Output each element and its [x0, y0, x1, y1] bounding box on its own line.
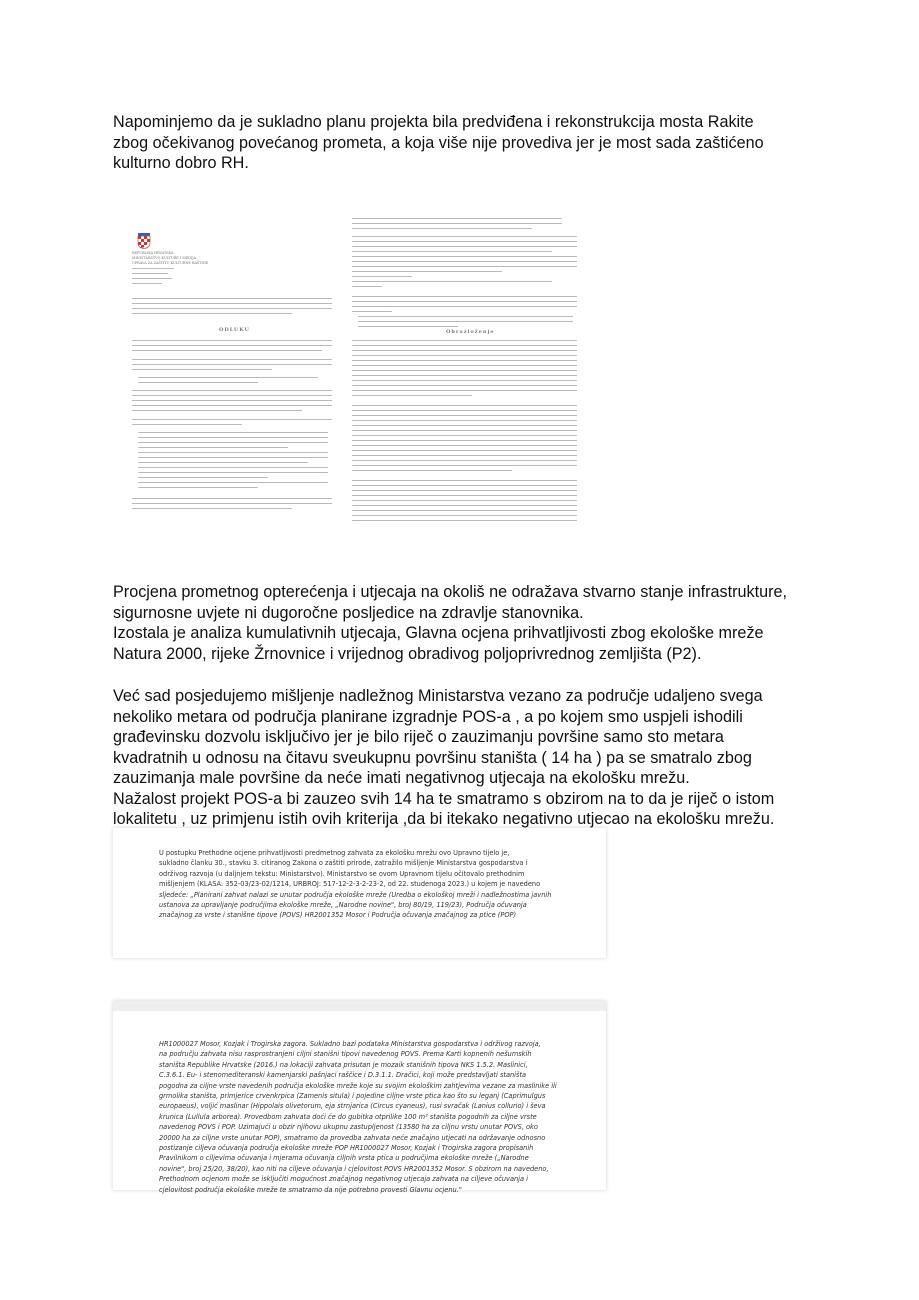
paragraph-impact-assessment	[113, 582, 806, 664]
text-line: Izostala je analiza kumulativnih utjecaja, Glavna ocjena prihvatljivosti zbog ekološke mreže	[113, 624, 764, 642]
excerpt-line: na području zahvata nisu rasprostranjeni ciljni stanišni tipovi navedenog POVS. Prema Karti kopnenih nešumskih	[159, 1050, 532, 1059]
scan-header-line: MINISTARSTVO KULTURE I MEDIJA	[132, 256, 197, 260]
text-line: Procjena prometnog opterećenja i utjecaja na okoliš ne odražava stvarno stanje infrastrukture,	[113, 583, 787, 601]
excerpt-line: sukladno članku 30., stavku 3. citiranog Zakona o zaštiti prirode, zatražilo mišljenje Ministarstva gospodarstva i	[159, 859, 528, 868]
text-line: kvadratnih u odnosu na čitavu sveukupnu površinu staništa ( 14 ha ) pa se smatralo zbog	[113, 748, 752, 767]
excerpt-line: europaeus), voljić maslinar (Hippolais olivetorum, eja strnjarica (Circus cyaneus), rusi svračak (Lanius collurio) i ševa	[159, 1102, 546, 1111]
excerpt-line: značajnog za vrste i stanišne tipove (POVS) HR2001352 Mosor i Područja očuvanja značajnog za ptice (POP)	[159, 911, 517, 920]
text-line: Već sad posjedujemo mišljenje nadležnog Ministarstva vezano za područje udaljeno svega	[113, 687, 763, 705]
scan-header-line: REPUBLIKA HRVATSKA	[132, 251, 174, 255]
paragraph-bridge-rakite	[113, 112, 806, 174]
excerpt-line: održivog razvoja (u daljnjem tekstu: Ministarstvo). Ministarstvo se ovom Upravnom tijelu očitovalo prethodnim	[159, 869, 525, 878]
excerpt-text	[159, 1039, 559, 1195]
scan-title: ODLUKU	[219, 327, 250, 333]
croatian-coat-of-arms-icon	[137, 232, 151, 249]
text-line: kulturno dobro RH.	[113, 154, 249, 172]
text-line: građevinsku dozvolu isključivo jer je bilo riječ o zauzimanju površine samo sto metara	[113, 728, 724, 746]
excerpt-line: U postupku Prethodne ocjene prihvatljivosti predmetnog zahvata za ekološku mrežu ovo Upravno tijelo je,	[159, 849, 510, 857]
excerpt-line: 20000 ha za ciljne vrste unutar POP), smatramo da provedba zahvata neće značajno utjecati na održavanje odnosno	[159, 1133, 546, 1142]
text-line: Napominjemo da je sukladno planu projekta bila predviđena i rekonstrukcija mosta Rakite	[113, 113, 754, 131]
text-line: zbog očekivanog povećanog prometa, a koja više nije provediva jer je most sada zaštićeno	[113, 133, 764, 152]
excerpt-line: pogodna za ciljne vrste navedenih područja ekološke mreže koje su svojim ekološkim zahtjevima vezane za maslinike ili	[159, 1081, 557, 1090]
excerpt-line: cjelovitost područja ekološke mreže te smatramo da nije potrebno provesti Glavnu ocjenu."	[159, 1185, 462, 1194]
excerpt-text	[159, 848, 559, 921]
excerpt-line: sljedeće: „Planirani zahvat nalazi se unutar područja ekološke mreže (Uredba o ekološkoj mreži i nadležnostima javnih	[159, 890, 552, 899]
excerpt-line: HR1000027 Mosor, Kozjak i Trogirska zagora. Sukladno bazi podataka Ministarstva gospodarstva i održivog razvoja,	[159, 1040, 541, 1048]
excerpt-line: C.3.6.1. Eu- i stenomediteranski kamenjarski pašnjaci raščice i D.3.1.1. Dračici, koji može predstavljati staništa	[159, 1071, 527, 1080]
excerpt-line: navedenog POVS i POP. Uzimajući u obzir njihovu ukupnu zastupljenost (13580 ha za ciljnu vrstu unutar POVS, oko	[159, 1123, 538, 1132]
text-line: zauzimanja male površine da neće imati negativnog utjecaja na ekološku mrežu.	[113, 769, 690, 787]
excerpt-line: ustanova za upravljanje područjima ekološke mreže, „Narodne novine", broj 80/19, 119/23), Područja očuvanja	[159, 901, 527, 910]
text-line: Natura 2000, rijeke Žrnovnice i vrijednog obradivog poljoprivrednog zemljišta (P2).	[113, 644, 702, 663]
excerpt-line: Pravilnikom o ciljevima očuvanja i mjerama očuvanja ciljnih vrsta ptica u područjima ekološke mreže („Narodne	[159, 1154, 529, 1163]
excerpt-line: postizanje ciljeva očuvanja područja ekološke mreže POP HR1000027 Mosor, Kozjak i Trogirska zagora propisanih	[159, 1144, 534, 1153]
excerpt-line: krunica (Lullula arborea). Provedbom zahvata doći će do gubitka otprilike 100 m² staništa pogodnih za ciljne vrste	[159, 1112, 537, 1121]
document-excerpt-1	[113, 828, 606, 958]
excerpt-line: mišljenjem (KLASA: 352-03/23-02/1214, URBROJ: 517-12-2-3-2-23-2, od 22. studenoga 2023.) u kojem je navedeno	[159, 880, 541, 889]
text-line: nekoliko metara od područja planirane izgradnje POS-a , a po kojem smo uspjeli ishodili	[113, 707, 743, 726]
excerpt-top-band	[113, 1001, 606, 1011]
scanned-decision-page-left	[124, 212, 339, 525]
text-line: sigurnosne uvjete ni dugoročne posljedice na zdravlje stanovnika.	[113, 603, 584, 622]
text-line: lokalitetu , uz primjenu istih ovih kriterija ,da bi itekako negativno utjecao na ekološku mrežu.	[113, 810, 775, 828]
document-excerpt-2	[113, 1001, 606, 1194]
paragraph-ministry-opinion	[113, 686, 806, 830]
excerpt-line: grmolika staništa, primjerice crvenkrpica (Zamenis situla) i pojedine ciljne vrste ptica kao što su leganj (Caprimulgus	[159, 1092, 546, 1101]
excerpt-line: Prethodnom ocjenom može se isključiti mogućnost značajnog negativnog utjecaja zahvata na ciljeve očuvanja i	[159, 1175, 528, 1184]
scan-header-line: UPRAVA ZA ZAŠTITU KULTURNE BAŠTINE	[132, 261, 209, 265]
text-line: Nažalost projekt POS-a bi zauzeo svih 14 ha te smatramo s obzirom na to da je riječ o istom	[113, 789, 775, 808]
scan-heading: Obrazloženje	[446, 329, 495, 335]
excerpt-line: novine", broj 25/20, 38/20), kao niti na ciljeve očuvanja i cjelovitost POVS HR2001352 Mosor. S obzirom na navedeno,	[159, 1164, 549, 1173]
scanned-decision-page-right	[348, 212, 589, 530]
excerpt-line: staništa Republike Hrvatske (2016.) na lokaciji zahvata prisutan je mozaik stanišnih tipova NKS 1.5.2. Maslinici,	[159, 1060, 528, 1069]
